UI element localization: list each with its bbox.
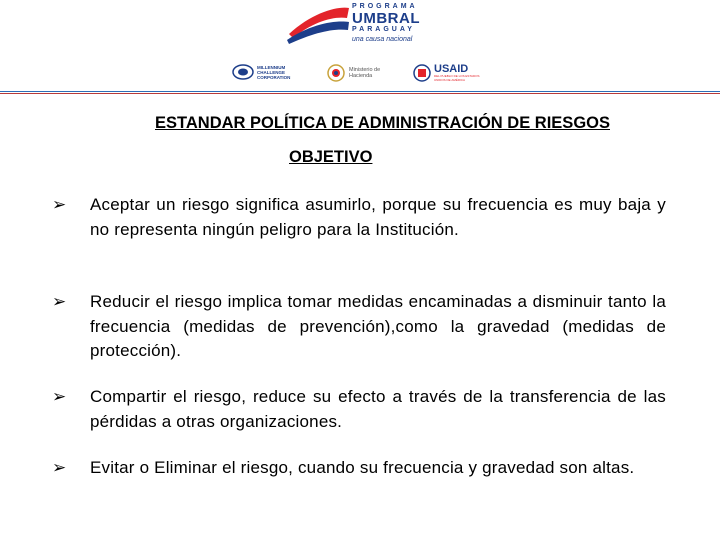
logo-line-programa: PROGRAMA: [352, 3, 418, 10]
sponsor-hacienda-text: Ministerio de Hacienda: [349, 67, 381, 79]
list-item: [52, 385, 666, 434]
paraguay-seal-icon: [326, 64, 346, 82]
bullet-text: Evitar o Eliminar el riesgo, cuando su frecuencia y gravedad son altas.: [90, 458, 635, 477]
list-item: [52, 193, 666, 242]
band-line-red: [0, 93, 720, 94]
logo-line-paraguay: PARAGUAY: [352, 26, 415, 33]
arrow-right-icon: ➢: [52, 387, 67, 406]
list-item: [52, 290, 666, 364]
millennium-seal-icon: [232, 64, 254, 80]
logo-tagline: una causa nacional: [352, 36, 413, 43]
band-line-blue: [0, 91, 720, 92]
usaid-seal-icon: [412, 64, 432, 82]
arrow-right-icon: ➢: [52, 195, 67, 214]
sponsor-hacienda: [326, 64, 381, 82]
sponsor-millennium-text: MILLENNIUM CHALLENGE CORPORATION: [257, 64, 291, 80]
sponsor-usaid: [412, 64, 486, 82]
logo-line-umbral: UMBRAL: [352, 10, 420, 27]
arrow-right-icon: ➢: [52, 292, 67, 311]
usaid-name: USAID: [434, 63, 469, 75]
page-title: ESTANDAR POLÍTICA DE ADMINISTRACIÓN DE RIESGOS: [155, 114, 610, 132]
logo-wordmark: [352, 3, 420, 44]
bullet-text: Aceptar un riesgo significa asumirlo, porque su frecuencia es muy baja y no representa ningún peligro para la Institución.: [90, 195, 666, 239]
usaid-subtext: DEL PUEBLO DE LOS ESTADOS UNIDOS DE AMÉRICA: [434, 74, 480, 82]
section-subtitle: OBJETIVO: [289, 148, 373, 166]
usaid-wordmark: [434, 64, 486, 82]
arrow-right-icon: ➢: [52, 458, 67, 477]
bullet-text: Compartir el riesgo, reduce su efecto a través de la transferencia de las pérdidas a otras organizaciones.: [90, 387, 666, 431]
sponsor-millennium: [232, 64, 289, 80]
list-item: [52, 456, 666, 481]
bullet-text: Reducir el riesgo implica tomar medidas encaminadas a disminuir tanto la frecuencia (medidas de prevención),como la gravedad (medidas de protección).: [90, 292, 666, 360]
